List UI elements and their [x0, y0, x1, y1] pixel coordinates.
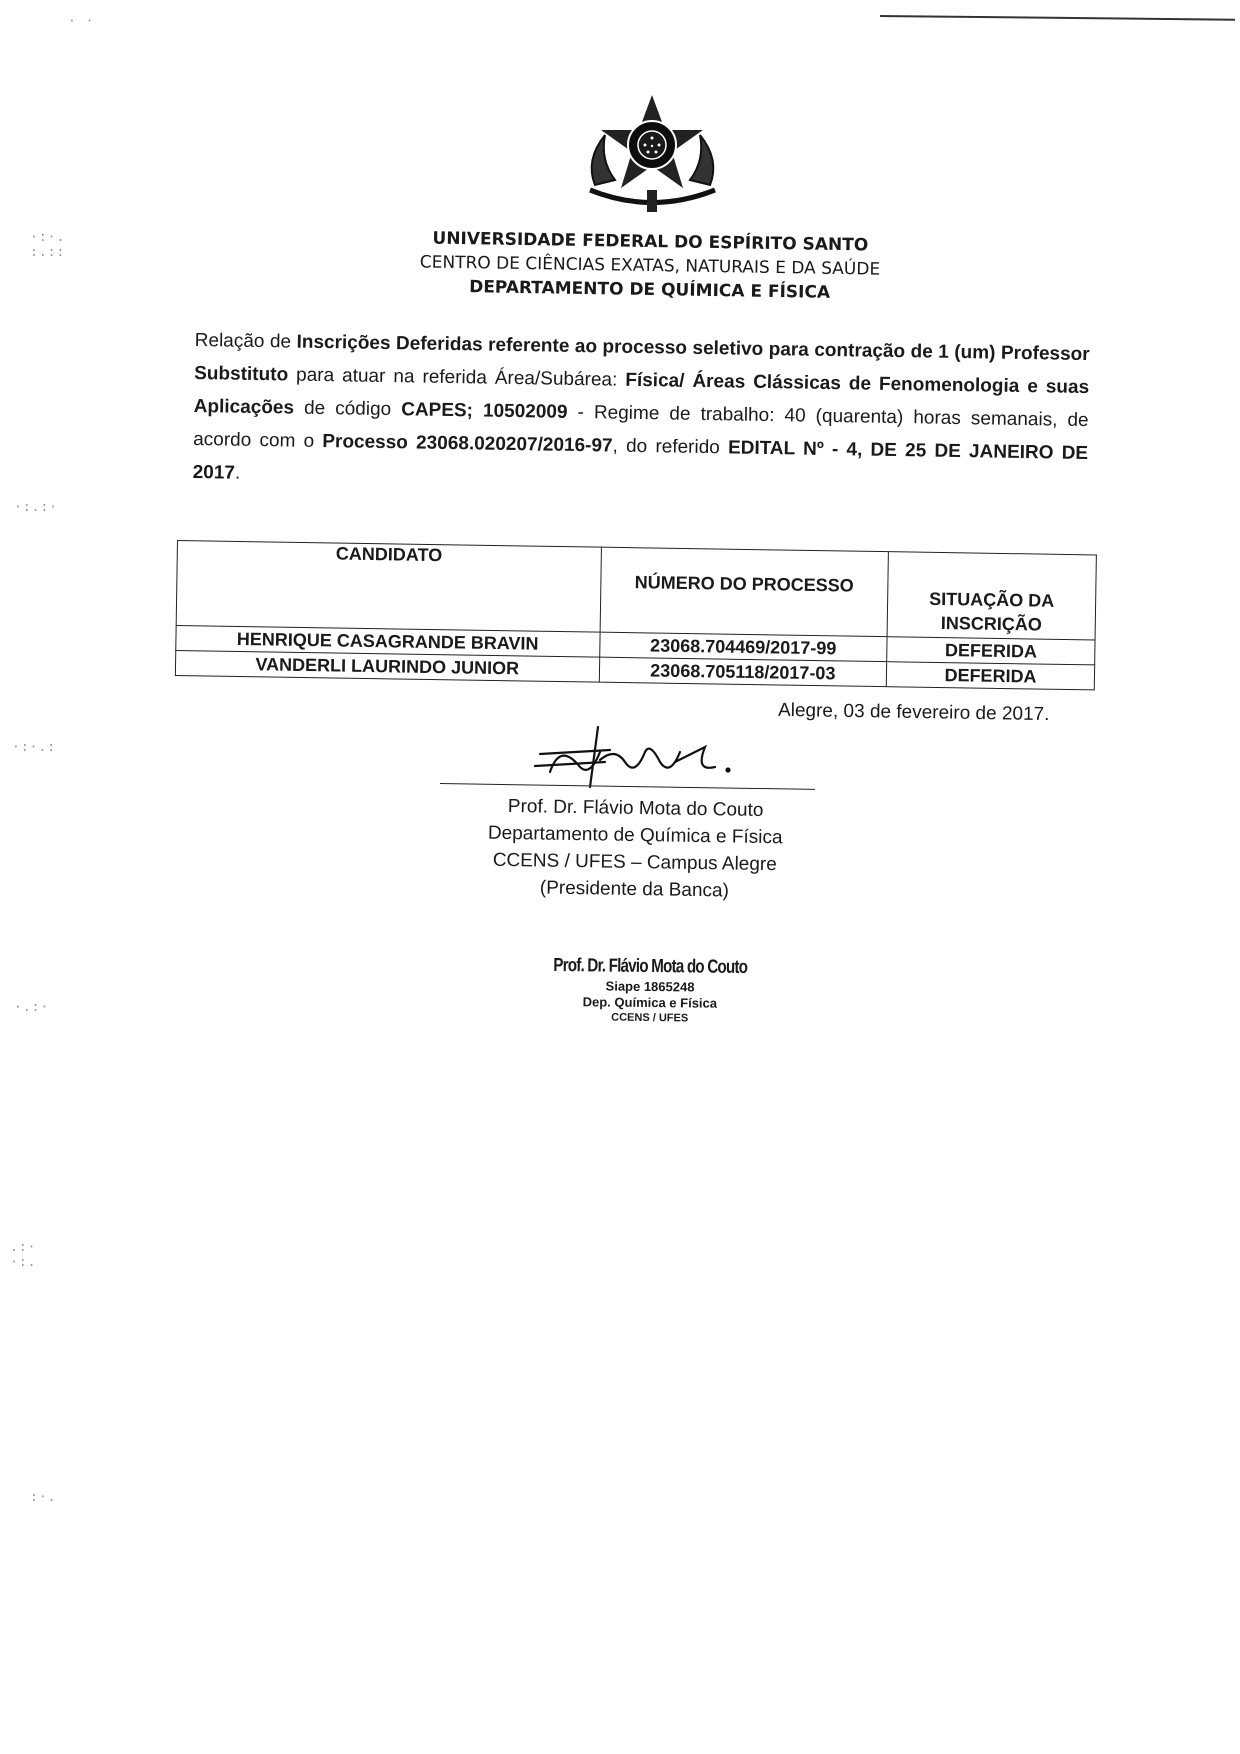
official-stamp: [500, 953, 801, 1026]
stamp-siape: Siape 1865248: [605, 978, 695, 995]
scan-speck: ·:·.:: [12, 740, 57, 755]
body-text-part: Relação de: [194, 329, 297, 353]
handwritten-signature: [530, 722, 760, 792]
body-text-part: para atuar na referida Área/Subárea:: [287, 364, 626, 391]
signer-block: [449, 792, 821, 906]
status-cell: DEFERIDA: [887, 637, 1095, 665]
stamp-unit: CCENS / UFES: [611, 1011, 689, 1025]
scan-speck: ·.:·: [14, 1000, 50, 1015]
candidate-cell: VANDERLI LAURINDO JUNIOR: [175, 650, 599, 682]
scan-speck: .:· ·:.: [10, 1240, 37, 1270]
column-header-status: SITUAÇÃO DA INSCRIÇÃO: [887, 552, 1096, 640]
brazil-coat-of-arms-icon: [575, 90, 730, 220]
body-text-part: de código: [293, 397, 402, 421]
body-text-part: - Regime de trabalho: 40 (quarenta) horas semanais, de acordo com o: [193, 401, 1089, 453]
document-date: Alegre, 03 de fevereiro de 2017.: [777, 699, 1050, 726]
body-text-part: , do referido: [612, 435, 729, 459]
table-header-row: [176, 541, 1096, 640]
column-header-candidate: CANDIDATO: [176, 541, 601, 633]
signer-role: (Presidente da Banca): [539, 877, 730, 902]
body-text-bold: EDITAL Nº - 4, DE 25 DE JANEIRO DE 2017: [192, 437, 1089, 484]
stamp-department: Dep. Química e Física: [582, 994, 718, 1011]
process-number-cell: 23068.704469/2017-99: [599, 632, 887, 662]
process-number-cell: 23068.705118/2017-03: [599, 657, 887, 687]
university-name: UNIVERSIDADE FEDERAL DO ESPÍRITO SANTO: [432, 228, 869, 256]
candidate-cell: HENRIQUE CASAGRANDE BRAVIN: [176, 625, 600, 657]
scan-speck: :·.: [30, 1490, 57, 1505]
scan-speck: ·:.:·: [14, 500, 59, 515]
body-text-bold: Física/ Áreas Clássicas de Fenomenologia e suas Aplicações: [193, 369, 1090, 419]
registrations-table: [175, 540, 1097, 690]
scan-speck: · ·: [68, 14, 95, 29]
column-header-process-number: NÚMERO DO PROCESSO: [600, 547, 889, 637]
document-header: [299, 225, 1000, 308]
signer-name: Prof. Dr. Flávio Mota do Couto: [507, 795, 764, 822]
center-name: CENTRO DE CIÊNCIAS EXATAS, NATURAIS E DA SAÚDE: [419, 252, 881, 280]
top-edge-line: [880, 15, 1235, 21]
department-name: DEPARTAMENTO DE QUÍMICA E FÍSICA: [469, 277, 831, 303]
body-text-bold: Inscrições Deferidas referente ao processo seletivo para contração de 1 (um) Professor Substituto: [194, 331, 1090, 386]
body-text-bold: CAPES; 10502009: [401, 399, 568, 423]
signer-campus: CCENS / UFES – Campus Alegre: [492, 849, 777, 876]
body-text-part: .: [234, 462, 241, 484]
signer-department: Departamento de Química e Física: [487, 822, 783, 849]
body-text-bold: Processo 23068.020207/2016-97: [322, 431, 613, 457]
scan-speck: ·:·. :.::: [30, 230, 66, 260]
stamp-name: Prof. Dr. Flávio Mota do Couto: [553, 954, 748, 979]
body-paragraph: [192, 324, 1089, 503]
status-cell: DEFERIDA: [886, 662, 1094, 690]
